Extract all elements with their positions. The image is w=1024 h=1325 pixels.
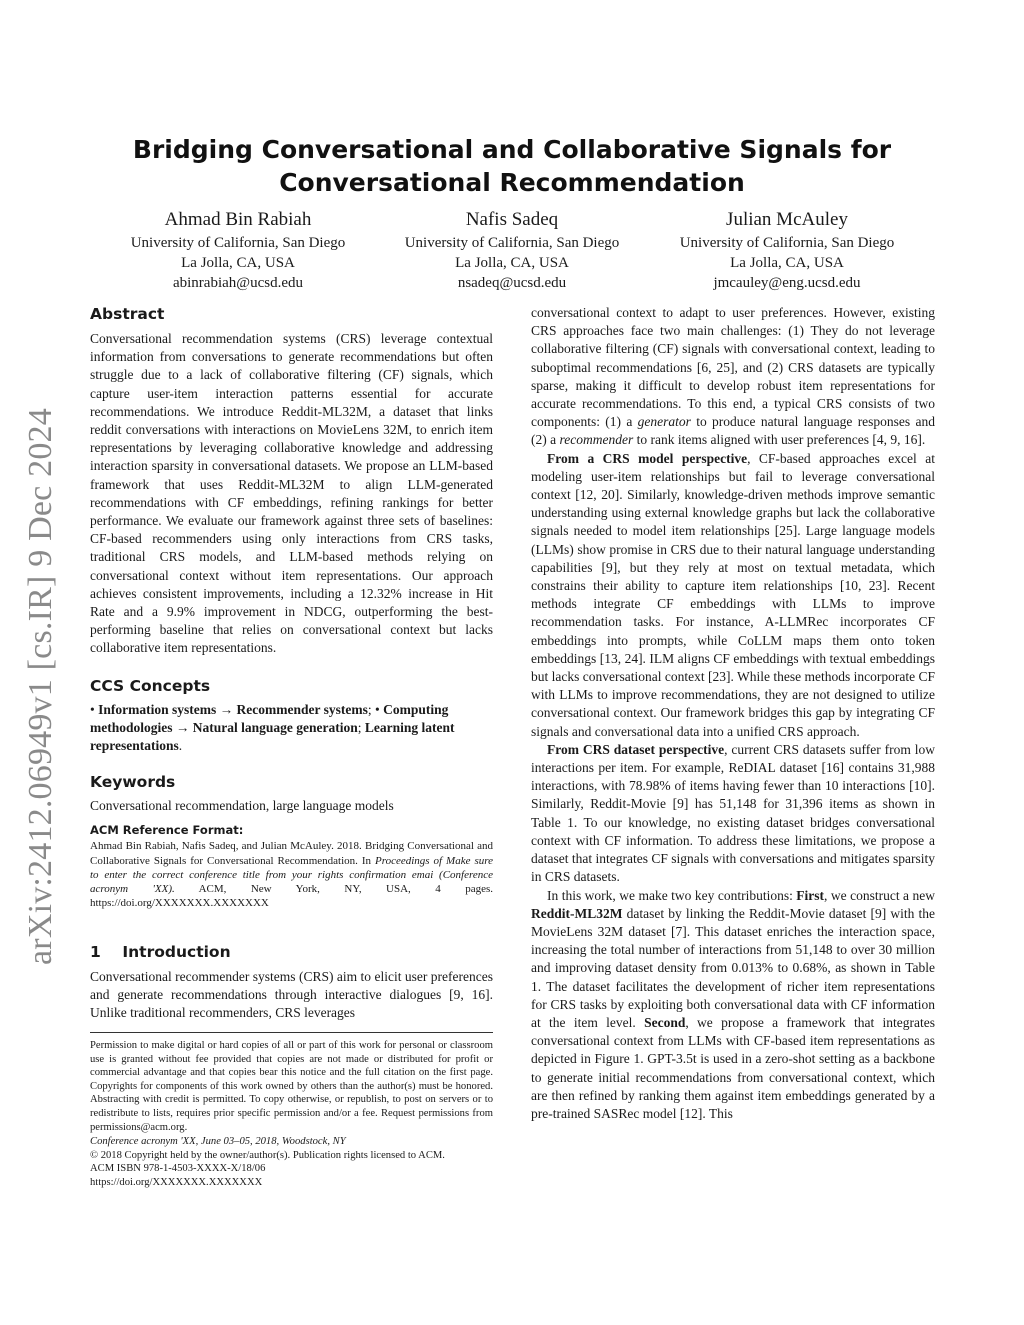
author-name: Ahmad Bin Rabiah — [164, 209, 312, 230]
permission-footnote — [90, 1032, 493, 1190]
title-line-1: Bridging Conversational and Collaborative Signals for — [132, 135, 892, 164]
author-email: abinrabiah@ucsd.edu — [172, 275, 304, 291]
author-email: jmcauley@eng.ucsd.edu — [713, 275, 861, 291]
author-affiliation: University of California, San Diego — [404, 235, 620, 251]
paper-title — [90, 133, 934, 199]
author-block-1 — [98, 207, 378, 293]
author-name: Julian McAuley — [726, 209, 848, 230]
ccs-text: • Information systems → Recommender systems; • Computing methodologies → Natural language generation; Learning latent representations. — [90, 702, 455, 754]
right-paragraph-1: conversational context to adapt to user preferences. However, existing CRS approaches face two main challenges: (1) They do not leverage collaborative filtering (CF) signals with conversational context, leading to suboptimal recommendations [6, 25], and (2) CRS datasets are typically sparse, making it difficult to develop robust item representations for accurate recommendations. To this end, a typical CRS consists of two components: (1) a generator to produce natural language responses and (2) a recommender to rank items aligned with user preferences [4, 9, 16]. — [531, 305, 935, 448]
abstract-section — [90, 304, 493, 658]
abstract-heading: Abstract — [90, 305, 165, 323]
doi-line: https://doi.org/XXXXXXX.XXXXXXX — [90, 1176, 263, 1188]
acm-reference-text: Ahmad Bin Rabiah, Nafis Sadeq, and Julian McAuley. 2018. Bridging Conversational and Collaborative Signals for Conversational Recommendation. In Proceedings of Make sure to enter the correct conference title from your rights confirmation emai (Conference acronym 'XX). ACM, New York, NY, USA, 4 pages. https://doi.org/XXXXXXX.XXXXXXX — [90, 840, 494, 910]
ccs-section — [90, 676, 493, 756]
right-column — [531, 304, 935, 1123]
keywords-section — [90, 772, 493, 815]
keywords-text: Conversational recommendation, large language models — [90, 798, 394, 813]
right-paragraph-3: From CRS dataset perspective, current CRS datasets suffer from low interactions per item. For example, ReDIAL dataset [16] contains 31,988 interactions, with 78.98% of items having fewer than 10 interactions [10]. Similarly, Reddit-Movie [9] has 51,148 for 31,396 items as shown in Table 1. To our knowledge, no existing dataset bridges conversational context with CF information. To address these limitations, we propose a dataset that integrates CF signals with conversations and mitigates sparsity in CRS datasets. — [531, 741, 935, 885]
keywords-heading: Keywords — [90, 773, 176, 791]
author-location: La Jolla, CA, USA — [455, 255, 569, 271]
introduction-text: Conversational recommender systems (CRS) aim to elicit user preferences and generate recommendations through interactive dialogues [9, 16]. Unlike traditional recommenders, CRS leverages — [90, 969, 493, 1021]
introduction-heading: 1 Introduction — [90, 943, 231, 961]
author-location: La Jolla, CA, USA — [181, 255, 295, 271]
author-block-2 — [372, 207, 652, 293]
arxiv-identifier: arXiv:2412.06949v1 [cs.IR] 9 Dec 2024 — [22, 408, 59, 965]
author-location: La Jolla, CA, USA — [730, 255, 844, 271]
acm-reference — [90, 823, 493, 911]
introduction-section — [90, 942, 493, 1023]
ccs-heading: CCS Concepts — [90, 677, 211, 695]
copyright-line: © 2018 Copyright held by the owner/author(s). Publication rights licensed to ACM. — [90, 1149, 445, 1161]
right-paragraph-4: In this work, we make two key contributions: First, we construct a new Reddit-ML32M dataset by linking the Reddit-Movie dataset [9] with the MovieLens 32M dataset [7]. This dataset enriches the interaction space, increasing the total number of interactions from 51,148 to over 30 million and improving dataset density from 0.013% to 0.68%, as shown in Table 1. The dataset facilitates the development of richer item representations for CRS tasks by exploiting both conversational data with CF information at the item level. Second, we propose a framework that integrates conversational context from LLMs with CF-based item representations as depicted in Figure 1. GPT-3.5t is used in a zero-shot setting as a backbone to generate initial recommendations from conversational context, which are then refined by ranking them against item embeddings generated by a pre-trained SASRec model [12]. This — [531, 887, 935, 1121]
title-line-2: Conversational Recommendation — [279, 168, 745, 197]
permission-text: Permission to make digital or hard copies of all or part of this work for personal or classroom use is granted without fee provided that copies are not made or distributed for profit or commercial advantage and that copies bear this notice and the full citation on the first page. Copyrights for components of this work owned by others than the author(s) must be honored. Abstracting with credit is permitted. To copy otherwise, or republish, to post on servers or to redistribute to lists, requires prior specific permission and/or a fee. Request permissions from permissions@acm.org. — [90, 1040, 493, 1133]
conference-line: Conference acronym 'XX, June 03–05, 2018, Woodstock, NY — [90, 1136, 346, 1148]
author-affiliation: University of California, San Diego — [679, 235, 895, 251]
author-affiliation: University of California, San Diego — [130, 235, 346, 251]
isbn-line: ACM ISBN 978-1-4503-XXXX-X/18/06 — [90, 1163, 266, 1175]
abstract-text: Conversational recommendation systems (CRS) leverage contextual information from conversations to generate recommendations but often struggle due to a lack of collaborative filtering (CF) signals, which capture user-item interaction patterns essential for accurate recommendations. We introduce Reddit-ML32M, a dataset that links reddit conversations with interactions on MovieLens 32M, to enrich item representations by leveraging collaborative knowledge and addressing interaction sparsity in conversational datasets. We propose an LLM-based framework that uses Reddit-ML32M to align LLM-generated recommendations with CF embeddings, refining rankings for better performance. We evaluate our framework against three sets of baselines: CF-based recommenders using only interactions from CRS tasks, traditional CRS models, and LLM-based methods relying on conversational context without item representations. Our approach achieves consistent improvements, including a 12.32% increase in Hit Rate and a 9.9% improvement in NDCG, outperforming the best-performing baseline that relies on conversational context but lacks collaborative item representations. — [90, 331, 493, 656]
acm-reference-heading: ACM Reference Format: — [90, 823, 244, 837]
author-name: Nafis Sadeq — [465, 209, 559, 230]
author-block-3 — [647, 207, 927, 293]
right-paragraph-2: From a CRS model perspective, CF-based approaches excel at modeling user-item relationships but fail to leverage conversational context [12, 20]. Similarly, knowledge-driven methods improve semantic understanding using external knowledge graphs but lack the collaborative signals needed to model item relationships [25]. Large language models (LLMs) show promise in CRS due to their natural language understanding capabilities [9], but they rely at most on textual metadata, which constrains their ability to capture item relationships [10, 23]. Recent methods integrate CF embeddings with LLMs to improve recommendation tasks. For instance, A-LLMRec incorporates CF embeddings into prompts, while CoLLM maps them onto token embeddings [13, 24]. ILM aligns CF embeddings with textual embeddings but lacks conversational context [23]. While these methods incorporate CF with LLMs to improve recommendations, they are not designed to utilize conversational context. Our framework bridges this gap by integrating CF signals and conversational data into a unified CRS approach. — [531, 450, 935, 739]
author-email: nsadeq@ucsd.edu — [457, 275, 567, 291]
